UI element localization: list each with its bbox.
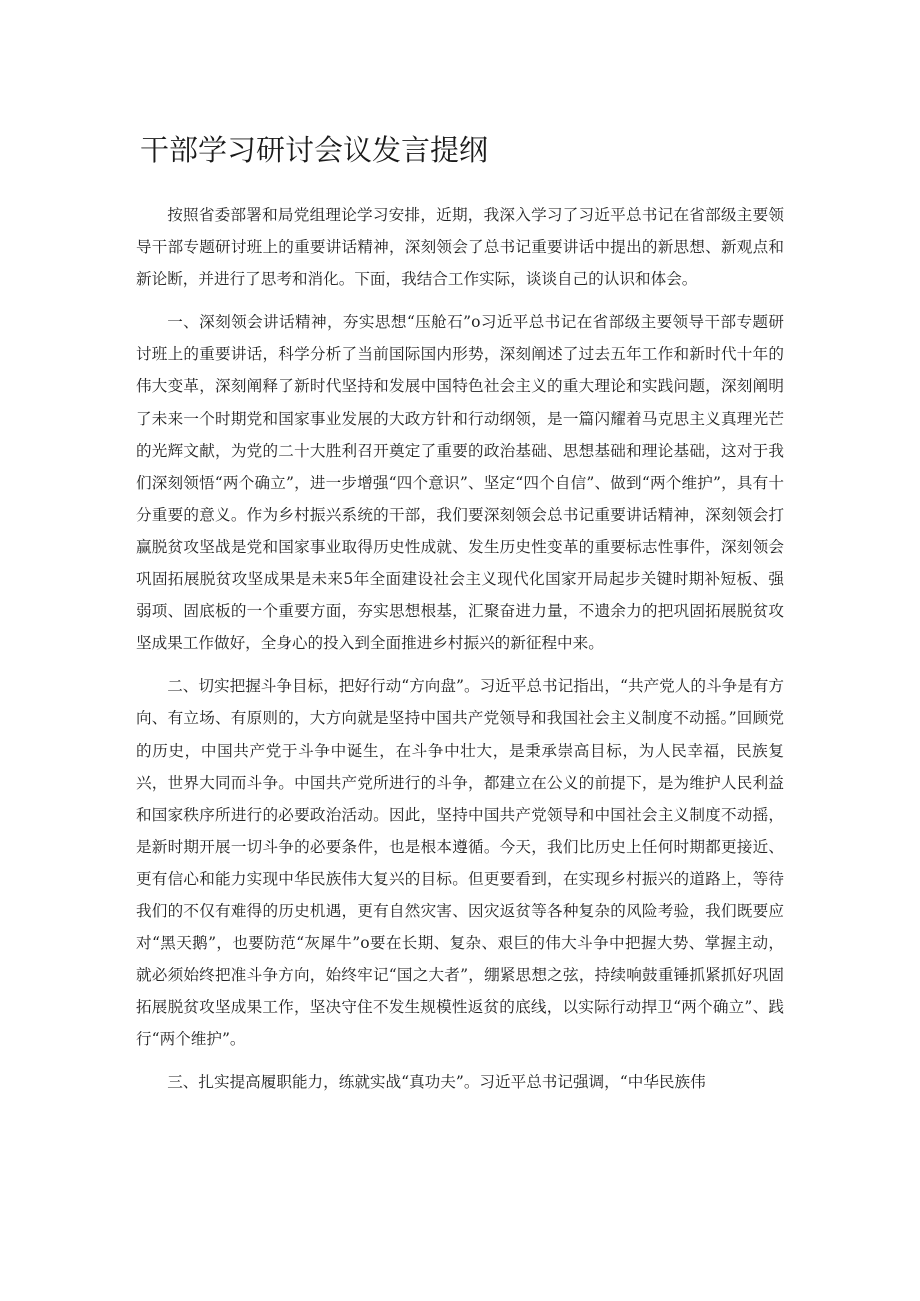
paragraph-section-2: 二、切实把握斗争目标，把好行动“方向盘”。习近平总书记指出，“共产党人的斗争是有方向、有立场、有原则的，大方向就是坚持中国共产党领导和我国社会主义制度不动摇。”回顾党的历史，中国共产党于斗争中诞生，在斗争中壮大，是秉承崇高目标，为人民幸福，民族复兴，世界大同而斗争。中国共产党所进行的斗争，都建立在公义的前提下，是为维护人民利益和国家秩序所进行的必要政治活动。因此，坚持中国共产党领导和中国社会主义制度不动摇，是新时期开展一切斗争的必要条件，也是根本遵循。今天，我们比历史上任何时期都更接近、更有信心和能力实现中华民族伟大复兴的目标。但更要看到，在实现乡村振兴的道路上，等待我们的不仅有难得的历史机遇，更有自然灾害、因灾返贫等各种复杂的风险考验，我们既要应对“黑天鹅”，也要防范“灰犀牛”o要在长期、复杂、艰巨的伟大斗争中把握大势、掌握主动，就必须始终把准斗争方向，始终牢记“国之大者”，绷紧思想之弦，持续响鼓重锤抓紧抓好巩固拓展脱贫攻坚成果工作，坚决守住不发生规模性返贫的底线，以实际行动捍卫“两个确立”、践行“两个维护”。 [136, 677, 784, 1049]
paragraph-section-1: 一、深刻领会讲话精神，夯实思想“压舱石”o习近平总书记在省部级主要领导干部专题研讨班上的重要讲话，科学分析了当前国际国内形势，深刻阐述了过去五年工作和新时代十年的伟大变革，深刻阐释了新时代坚持和发展中国特色社会主义的重大理论和实践问题，深刻阐明了未来一个时期党和国家事业发展的大政方针和行动纲领，是一篇闪耀着马克思主义真理光芒的光辉文献，为党的二十大胜利召开奠定了重要的政治基础、思想基础和理论基础，这对于我们深刻领悟“两个确立”，进一步增强“四个意识”、坚定“四个自信”、做到“两个维护”，具有十分重要的意义。作为乡村振兴系统的干部，我们要深刻领会总书记重要讲话精神，深刻领会打赢脱贫攻坚战是党和国家事业取得历史性成就、发生历史性变革的重要标志性事件，深刻领会巩固拓展脱贫攻坚成果是未来5年全面建设社会主义现代化国家开局起步关键时期补短板、强弱项、固底板的一个重要方面，夯实思想根基，汇聚奋进力量，不遗余力的把巩固拓展脱贫攻坚成果工作做好，全身心的投入到全面推进乡村振兴的新征程中来。 [136, 313, 784, 653]
paragraph-intro: 按照省委部署和局党组理论学习安排，近期，我深入学习了习近平总书记在省部级主要领导干部专题研讨班上的重要讲话精神，深刻领会了总书记重要讲话中提出的新思想、新观点和新论断，并进行了思考和消化。下面，我结合工作实际，谈谈自己的认识和体会。 [136, 206, 784, 289]
document-title: 干部学习研讨会议发言提纲 [140, 133, 489, 167]
document-body [136, 199, 784, 1099]
paragraph-section-3: 三、扎实提高履职能力，练就实战“真功夫”。习近平总书记强调，“中华民族伟 [167, 1073, 706, 1092]
